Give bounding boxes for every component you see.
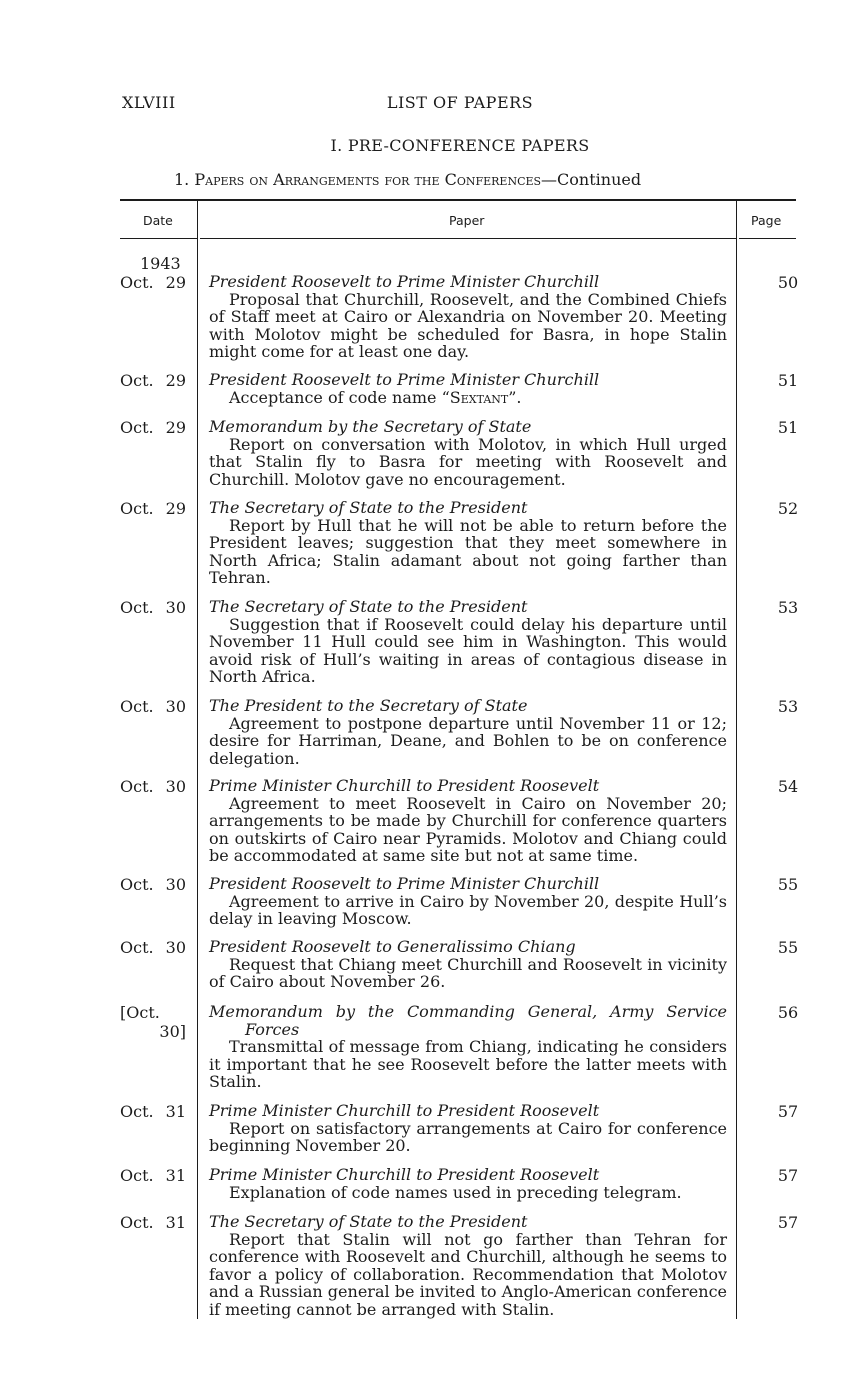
entry-title: President Roosevelt to Prime Minister Churchill [209,272,600,291]
date-day: 30] [159,1022,186,1041]
date-day: 29 [165,273,186,292]
entry-summary: Report on conversation with Molotov, in which Hull urged that Stalin fly to Basra for meeting with Roosevelt and Churchill. Molotov gave no encouragement. [209,434,727,489]
date-month: Oct. [120,598,154,617]
date-day: 31 [165,1102,186,1121]
column-header-date: Date [143,213,173,228]
date-month: Oct. [120,371,154,390]
entry-summary: Report by Hull that he will not be able to return before the President leaves; suggestion that they meet somewhere in North Africa; Stalin adamant about not going farther than Tehran. [209,515,727,587]
date-day: 30 [165,598,186,617]
entry-body [209,1003,727,1091]
entry-page: 53 [777,697,799,716]
date-day: 31 [165,1213,186,1232]
header-rule-page [739,238,796,239]
entry-summary: Proposal that Churchill, Roosevelt, and the Combined Chiefs of Staff meet at Cairo or Alexandria on November 20. Meeting with Molotov might be scheduled for Basra, in hope Stalin might come for at least one day. [209,289,727,361]
entry-title: Memorandum by the Secretary of State [209,417,532,436]
entry-title: The President to the Secretary of State [209,696,528,715]
column-header-page: Page [751,213,782,228]
date-month: Oct. [120,1102,154,1121]
date-month: [Oct. [120,1003,160,1022]
date-month: Oct. [120,273,154,292]
entry-summary: Transmittal of message from Chiang, indicating he considers it important that he see Roosevelt before the latter meets with Stalin. [209,1037,727,1091]
entry-body [209,371,727,406]
entry-body [209,273,727,361]
entry-summary: Request that Chiang meet Churchill and Roosevelt in vicinity of Cairo about November 26. [209,954,727,991]
entry-body [209,1102,727,1155]
page-number: XLVIII [122,93,176,112]
entry-summary: Agreement to meet Roosevelt in Cairo on November 20; arrangements to be made by Churchill for conference quarters on outskirts of Cairo near Pyramids. Molotov and Chiang could be accommodated at same site but not at same time. [209,793,727,865]
date-month: Oct. [120,697,154,716]
entry-summary: Suggestion that if Roosevelt could delay his departure until November 11 Hull could see him in Washington. This would avoid risk of Hull’s waiting in areas of contagious disease in North Africa. [209,614,727,686]
entry-body [209,697,727,767]
code-name: Sextant [449,387,509,407]
date-month: Oct. [120,938,154,957]
summary-text-end: ”. [508,387,522,407]
column-divider-left [197,201,198,1319]
year-label: 1943 [140,254,181,273]
entry-date [120,938,186,957]
entry-body [209,875,727,928]
entry-title: Memorandum by the Commanding General, Army Service [209,1002,727,1021]
entry-date [120,1003,186,1041]
entry-summary: Explanation of code names used in preceding telegram. [229,1182,682,1202]
entry-page: 55 [777,938,799,957]
entry-title: The Secretary of State to the President [209,1212,528,1231]
entry-page: 50 [777,273,799,292]
subsection-number: 1. [174,170,190,189]
entry-page: 57 [777,1213,799,1232]
table-top-rule [120,199,796,201]
column-divider-right [736,201,737,1319]
date-month: Oct. [120,1166,154,1185]
entry-page: 55 [777,875,799,894]
date-day: 31 [165,1166,186,1185]
date-month: Oct. [120,875,154,894]
date-month: Oct. [120,1213,154,1232]
entry-date [120,273,186,292]
entry-summary [209,389,727,407]
date-month: Oct. [120,499,154,518]
entry-title: Prime Minister Churchill to President Roosevelt [209,776,600,795]
entry-date [120,499,186,518]
date-day: 29 [165,499,186,518]
entry-page: 51 [777,371,799,390]
entry-body [209,938,727,991]
entry-date [120,598,186,617]
date-day: 30 [165,875,186,894]
entry-page: 57 [777,1102,799,1121]
entry-page: 56 [777,1003,799,1022]
entry-page: 54 [777,777,799,796]
entry-page: 52 [777,499,799,518]
summary-text: Acceptance of code name “ [229,387,450,407]
entry-date [120,1166,186,1185]
entry-body [209,418,727,488]
date-day: 29 [165,418,186,437]
date-day: 30 [165,697,186,716]
entry-date [120,777,186,796]
entry-title: Prime Minister Churchill to President Roosevelt [209,1165,600,1184]
entry-title: Prime Minister Churchill to President Roosevelt [209,1101,600,1120]
entry-title: The Secretary of State to the President [209,597,528,616]
entry-body [209,499,727,587]
entry-summary: Report that Stalin will not go farther than Tehran for conference with Roosevelt and Churchill, although he seems to favor a policy of collaboration. Recommendation that Molotov and a Russian general be invited to Anglo-American conference if meeting cannot be arranged with Stalin. [209,1229,727,1319]
section-title: I. PRE-CONFERENCE PAPERS [330,136,590,155]
date-day: 29 [165,371,186,390]
entry-date [120,875,186,894]
entry-title: The Secretary of State to the President [209,498,528,517]
subsection-title [174,170,641,189]
entry-date [120,418,186,437]
entry-title: President Roosevelt to Prime Minister Churchill [209,874,600,893]
date-month: Oct. [120,777,154,796]
column-header-paper: Paper [449,213,485,228]
date-day: 30 [165,938,186,957]
entry-page: 53 [777,598,799,617]
entry-summary: Agreement to arrive in Cairo by November 20, despite Hull’s delay in leaving Moscow. [209,891,727,928]
header-rule-paper [200,238,736,239]
entry-body [209,1166,727,1201]
entry-body [209,777,727,865]
entry-summary: Report on satisfactory arrangements at Cairo for conference beginning November 20. [209,1118,727,1155]
header-rule-date [120,238,197,239]
entry-title: President Roosevelt to Prime Minister Churchill [209,370,600,389]
subsection-name: Papers on Arrangements for the Conferences [194,170,542,189]
entry-title-continued: Forces [245,1019,300,1039]
running-title: LIST OF PAPERS [386,93,534,112]
entry-body [209,598,727,686]
entry-date [120,371,186,390]
entry-date [120,697,186,716]
entry-date [120,1102,186,1121]
entry-body [209,1213,727,1318]
entry-page: 51 [777,418,799,437]
entry-title: President Roosevelt to Generalissimo Chiang [209,937,576,956]
date-month: Oct. [120,418,154,437]
entry-page: 57 [777,1166,799,1185]
entry-date [120,1213,186,1232]
continued-label: —Continued [541,170,642,189]
date-day: 30 [165,777,186,796]
entry-summary: Agreement to postpone departure until November 11 or 12; desire for Harriman, Deane, and Bohlen to be on conference delegation. [209,713,727,768]
